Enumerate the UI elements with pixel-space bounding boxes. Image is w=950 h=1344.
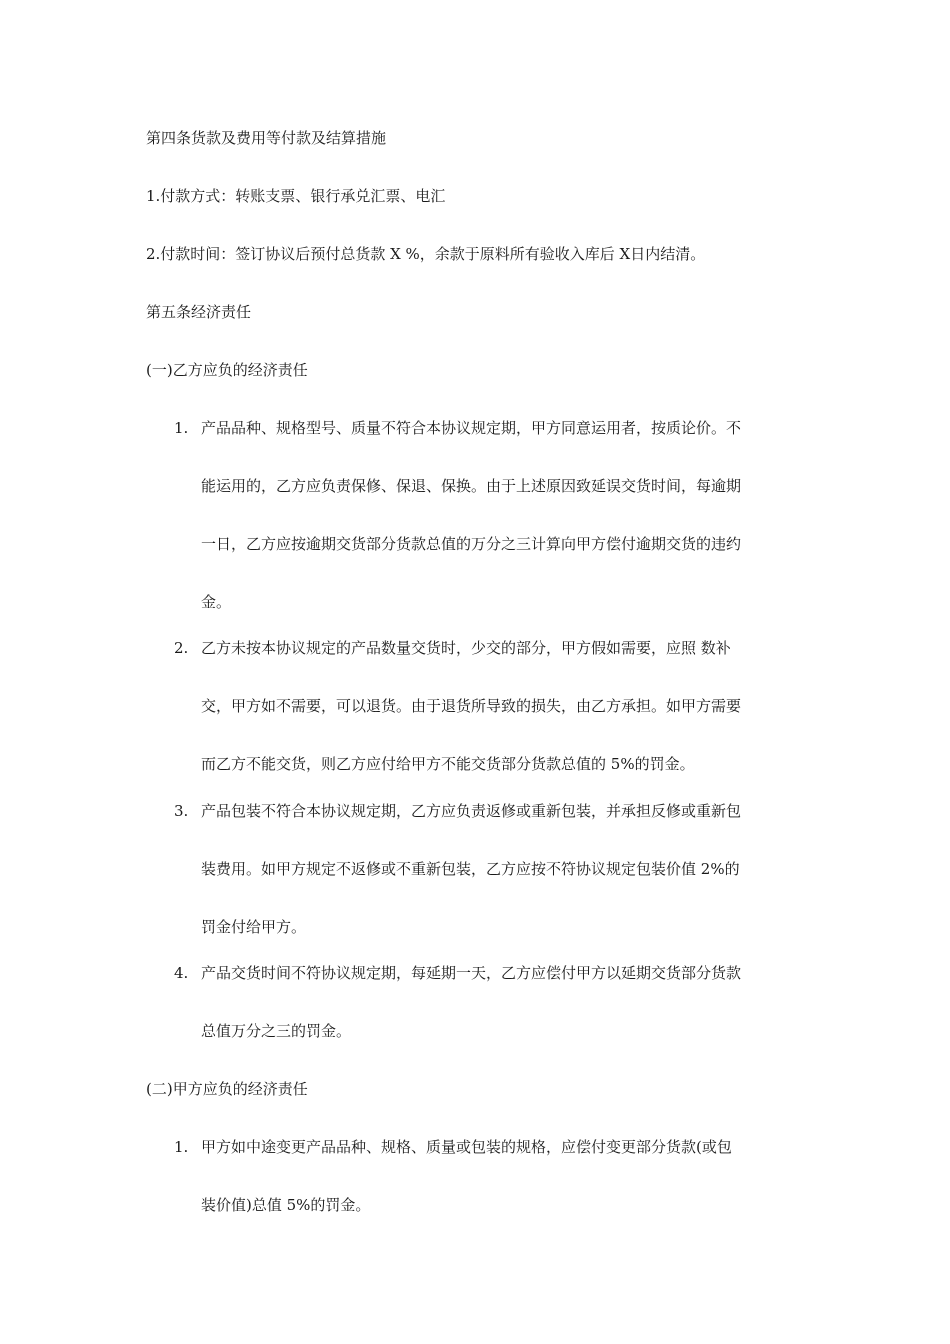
item-line: 而乙方不能交货，则乙方应付给甲方不能交货部分货款总值的 5%的罚金。 — [201, 755, 695, 773]
article4-heading: 第四条货款及费用等付款及结算措施 — [146, 129, 387, 147]
item-line: 金。 — [201, 593, 232, 611]
item-line: 产品品种、规格型号、质量不符合本协议规定期，甲方同意运用者，按质论价。不 — [201, 419, 742, 437]
item-line: 罚金付给甲方。 — [201, 918, 307, 936]
item-line: 甲方如中途变更产品品种、规格、质量或包装的规格，应偿付变更部分货款(或包 — [201, 1138, 732, 1156]
list-number: 2. — [174, 639, 189, 657]
item-line: 交，甲方如不需要，可以退货。由于退货所导致的损失，由乙方承担。如甲方需要 — [201, 697, 742, 715]
item-line: 能运用的，乙方应负责保修、保退、保换。由于上述原因致延误交货时间，每逾期 — [201, 477, 742, 495]
list-number: 1. — [174, 419, 189, 437]
item-line: 总值万分之三的罚金。 — [201, 1022, 352, 1040]
payment-method-paragraph: 1.付款方式：转账支票、银行承兑汇票、电汇 — [146, 187, 446, 205]
article5-heading: 第五条经济责任 — [146, 303, 252, 321]
payment-time-paragraph: 2.付款时间：签订协议后预付总货款 X %，余款于原料所有验收入库后 X日内结清。 — [146, 245, 706, 263]
list-number: 4. — [174, 964, 189, 982]
item-line: 产品交货时间不符协议规定期，每延期一天，乙方应偿付甲方以延期交货部分货款 — [201, 964, 742, 982]
party-a-section-title: (二)甲方应负的经济责任 — [146, 1080, 308, 1098]
item-line: 产品包装不符合本协议规定期，乙方应负责返修或重新包装，并承担反修或重新包 — [201, 802, 742, 820]
item-line: 乙方未按本协议规定的产品数量交货时，少交的部分，甲方假如需要，应照 数补 — [201, 639, 731, 657]
item-line: 装费用。如甲方规定不返修或不重新包装，乙方应按不符协议规定包装价值 2%的 — [201, 860, 740, 878]
item-line: 装价值)总值 5%的罚金。 — [201, 1196, 371, 1214]
party-b-section-title: (一)乙方应负的经济责任 — [146, 361, 308, 379]
item-line: 一日，乙方应按逾期交货部分货款总值的万分之三计算向甲方偿付逾期交货的违约 — [201, 535, 742, 553]
list-number: 1. — [174, 1138, 189, 1156]
list-number: 3. — [174, 802, 189, 820]
